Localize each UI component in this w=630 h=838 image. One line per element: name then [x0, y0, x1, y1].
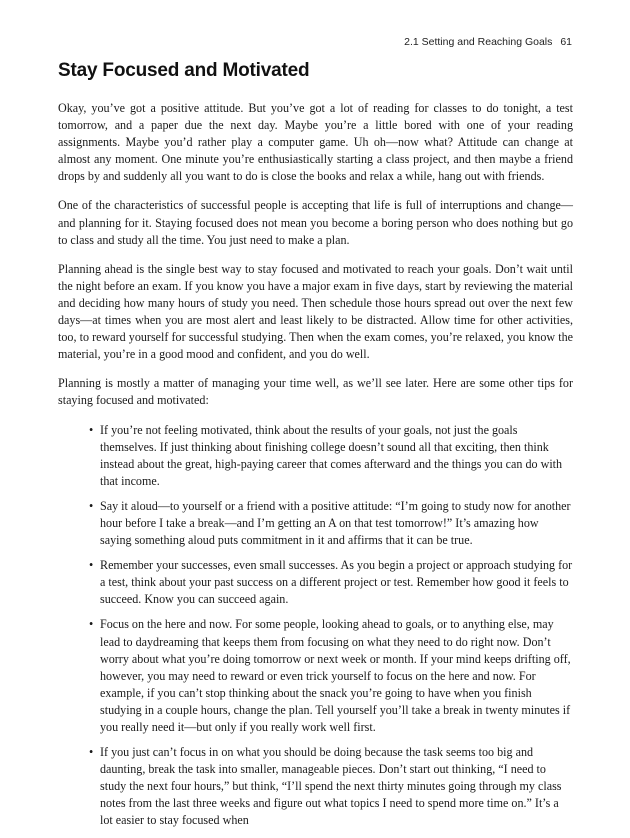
tip-text: If you’re not feeling motivated, think about the results of your goals, not just the goals themselves. If just thinking about finishing college doesn’t sound all that exciting, then think instead about the great, high-paying career that comes afterward and the things you can do with that income.: [100, 422, 563, 488]
list-item: [89, 422, 573, 490]
tips-list: [58, 422, 573, 830]
paragraph-intro: Okay, you’ve got a positive attitude. But you’ve got a lot of reading for classes to do tonight, a test tomorrow, and a paper due the next day. Maybe you’re a little bored with one of your reading assignments. Maybe you’d rather play a computer game. Uh oh—now what? Attitude can change at almost any moment. One minute you’re enthusiastically starting a class project, and then maybe a friend drops by and suddenly all you want to do is close the books and relax a while, hang out with friends.: [58, 101, 573, 184]
bullet-icon: •: [89, 617, 94, 632]
bullet-icon: •: [89, 558, 94, 573]
body-text: [58, 100, 573, 838]
bullet-icon: •: [89, 422, 94, 437]
tip-text: Focus on the here and now. For some people, looking ahead to goals, or to anything else, may lead to daydreaming that keeps them from focusing on what they need to do right now. Don’t worry about what you’re doing tomorrow or next week or month. If your mind keeps drifting off, however, you may need to reward or even trick yourself to focus on the here and now. For example, if you can’t stop thinking about the snack you’re going to have when you finish studying in a couple hours, change the plan. Tell yourself you’ll take a break in twenty minutes if you really need it—but only if you really work well first.: [100, 617, 571, 734]
tip-text: If you just can’t focus in on what you should be doing because the task seems too big and daunting, break the task into smaller, manageable pieces. Don’t start out thinking, “I need to study the next four hours,” but think, “I’ll spend the next thirty minutes going through my class notes from the last three weeks and figure out what topics I need to spend more time on.” It’s a lot easier to stay focused when: [100, 745, 562, 828]
bullet-icon: •: [89, 745, 94, 760]
header-section-ref: 2.1 Setting and Reaching Goals: [404, 36, 553, 48]
running-header: [404, 36, 572, 48]
paragraph-tips-intro: Planning is mostly a matter of managing your time well, as we’ll see later. Here are some other tips for staying focused and motivated:: [58, 376, 573, 408]
tip-text: Say it aloud—to yourself or a friend with a positive attitude: “I’m going to study now for another hour before I take a break—and I’m getting an A on that test tomorrow!” It’s amazing how saying something aloud puts commitment in it and affirms that it can be true.: [100, 498, 571, 548]
section-title: Stay Focused and Motivated: [58, 60, 310, 81]
list-item: [89, 744, 573, 829]
bullet-icon: •: [89, 498, 94, 513]
page-number: 61: [560, 36, 572, 48]
list-item: [89, 498, 573, 549]
list-item: [89, 557, 573, 608]
list-item: [89, 616, 573, 736]
paragraph-characteristics: One of the characteristics of successful people is accepting that life is full of interruptions and change—and planning for it. Staying focused does not mean you become a boring person who does nothing but go to class and study all the time. You just need to make a plan.: [58, 198, 573, 247]
paragraph-planning-ahead: Planning ahead is the single best way to stay focused and motivated to reach your goals. Don’t wait until the night before an exam. If you know you have a major exam in five days, start by reviewing the material and deciding how many hours of study you need. Then schedule those hours spread out over the next few days—at times when you are most alert and least likely to be distracted. Allow time for other activities, too, to reward yourself for successful studying. Then when the exam comes, you’re relaxed, you know the material, you’re in a good mood and confident, and you do well.: [58, 261, 573, 362]
tip-text: Remember your successes, even small successes. As you begin a project or approach studying for a test, think about your past success on a different project or test. Remember how good it feels to succeed. Know you can succeed again.: [100, 558, 573, 607]
